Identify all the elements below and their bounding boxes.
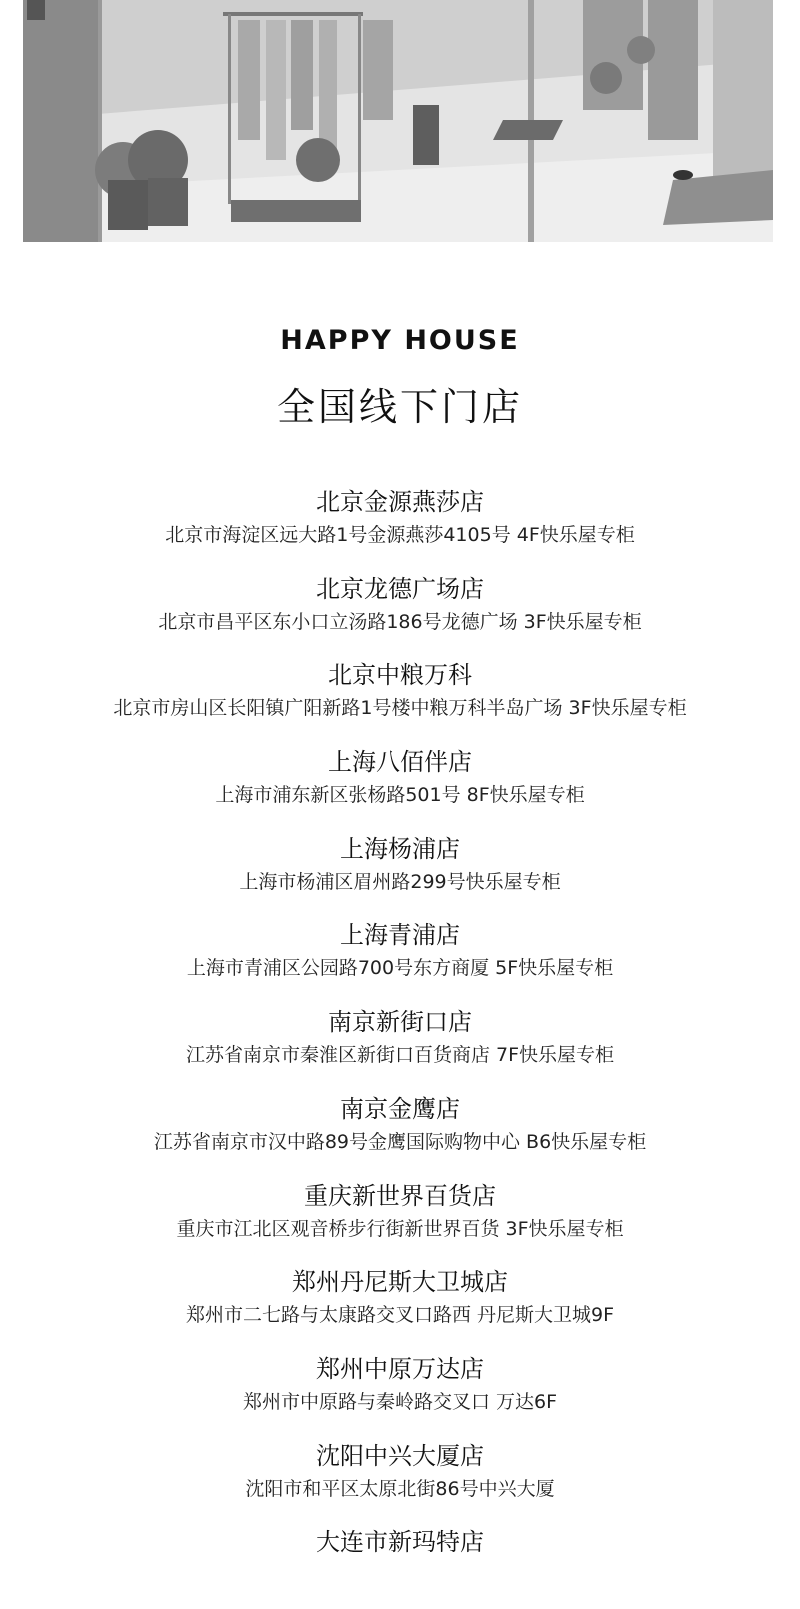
brand-title: HAPPY HOUSE xyxy=(280,325,520,356)
store-address: 郑州市二七路与太康路交叉口路西 丹尼斯大卫城9F xyxy=(185,1304,615,1327)
store-item xyxy=(0,655,800,742)
store-name: 沈阳中兴大厦店 xyxy=(316,1441,484,1470)
store-address: 江苏省南京市汉中路89号金鹰国际购物中心 B6快乐屋专柜 xyxy=(153,1130,647,1153)
store-item xyxy=(0,1176,800,1263)
store-item xyxy=(0,1522,800,1609)
store-item xyxy=(0,569,800,656)
store-name: 上海青浦店 xyxy=(340,921,460,950)
store-item xyxy=(0,1349,800,1436)
store-name: 北京金源燕莎店 xyxy=(316,488,484,516)
store-item xyxy=(0,829,800,916)
store-address: 北京市海淀区远大路1号金源燕莎4105号 4F快乐屋专柜 xyxy=(165,524,635,546)
store-name: 南京新街口店 xyxy=(328,1008,472,1037)
store-item xyxy=(0,1089,800,1176)
store-name: 上海杨浦店 xyxy=(340,834,460,863)
store-item xyxy=(0,1002,800,1089)
store-name: 上海八佰伴店 xyxy=(328,748,472,777)
store-item xyxy=(0,1262,800,1349)
store-list xyxy=(0,482,800,1609)
store-address: 上海市浦东新区张杨路501号 8F快乐屋专柜 xyxy=(215,784,585,807)
store-address: 北京市房山区长阳镇广阳新路1号楼中粮万科半岛广场 3F快乐屋专柜 xyxy=(113,697,687,720)
store-name: 南京金鹰店 xyxy=(340,1094,460,1123)
store-address: 沈阳市和平区太原北街86号中兴大厦 xyxy=(245,1477,555,1500)
store-name: 重庆新世界百货店 xyxy=(304,1181,496,1210)
store-address: 上海市杨浦区眉州路299号快乐屋专柜 xyxy=(239,870,561,893)
store-item xyxy=(0,482,800,569)
store-item xyxy=(0,915,800,1002)
store-item xyxy=(0,742,800,829)
store-name: 郑州中原万达店 xyxy=(316,1354,484,1383)
page-heading: 全国线下门店 xyxy=(276,385,523,429)
store-address: 江苏省南京市秦淮区新街口百货商店 7F快乐屋专柜 xyxy=(185,1044,615,1067)
store-address: 郑州市中原路与秦岭路交叉口 万达6F xyxy=(242,1390,558,1413)
store-name: 北京中粮万科 xyxy=(328,661,472,690)
store-item xyxy=(0,1436,800,1523)
store-photo xyxy=(23,0,773,242)
store-address: 上海市青浦区公园路700号东方商厦 5F快乐屋专柜 xyxy=(186,957,614,980)
store-address: 重庆市江北区观音桥步行街新世界百货 3F快乐屋专柜 xyxy=(176,1217,624,1240)
store-name: 郑州丹尼斯大卫城店 xyxy=(292,1268,508,1297)
store-name: 大连市新玛特店 xyxy=(316,1528,484,1557)
store-name: 北京龙德广场店 xyxy=(316,574,484,603)
store-address: 北京市昌平区东小口立汤路186号龙德广场 3F快乐屋专柜 xyxy=(158,610,642,633)
